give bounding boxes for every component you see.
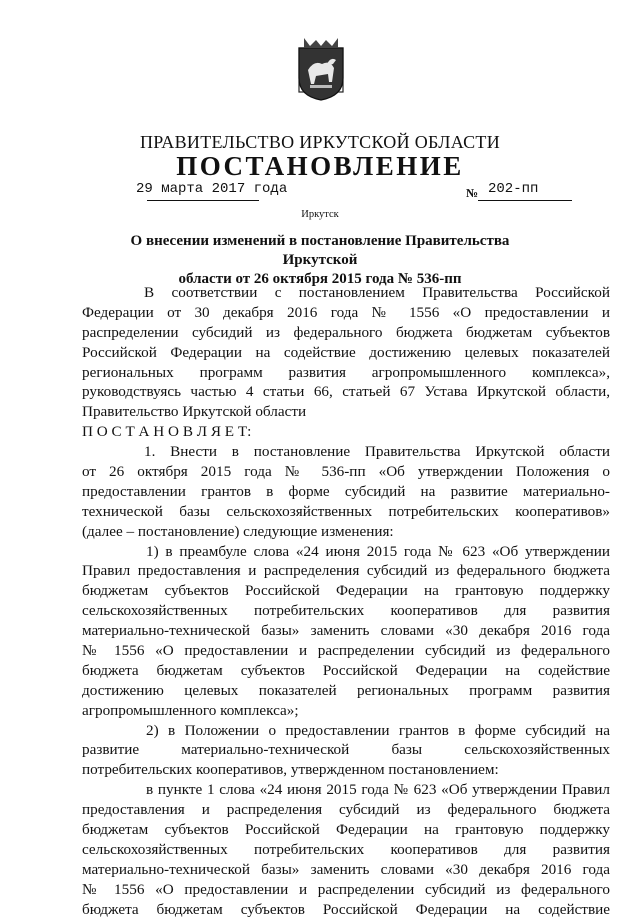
body-line: № 1556 «О предоставлении и распределении субсидий из федерального bbox=[82, 642, 610, 660]
city: Иркутск bbox=[301, 209, 339, 220]
body-line: предоставления и распределения субсидий из федерального бюджета bbox=[82, 801, 610, 819]
body-line: 1. Внести в постановление Правительства Иркутской области bbox=[144, 443, 610, 461]
decree-word: П О С Т А Н О В Л Я Е Т: bbox=[82, 423, 252, 441]
body-line: Правительство Иркутской области bbox=[82, 403, 307, 421]
heading-line: О внесении изменений в постановление Правительства Иркутской bbox=[130, 233, 510, 268]
body-line: сельскохозяйственных потребительских кооперативов для развития bbox=[82, 840, 610, 858]
body-line: руководствуясь частью 4 статьи 66, статьей 67 Устава Иркутской области, bbox=[82, 383, 610, 401]
body-line: бюджетам субъектов Российской Федерации на грантовую поддержку bbox=[82, 821, 610, 839]
body-line: бюджета бюджетам субъектов Российской Федерации на содействие bbox=[82, 900, 610, 918]
number-sign: № bbox=[466, 186, 479, 200]
body-line: региональных программ развития агропромышленного комплекса», bbox=[82, 363, 610, 381]
date-underline bbox=[147, 200, 259, 201]
body-line: материально-технической базы» заменить словами «30 декабря 2016 года bbox=[82, 860, 610, 878]
document-body bbox=[82, 283, 610, 920]
body-line: агропромышленного комплекса»; bbox=[82, 701, 299, 719]
body-line: 2) в Положении о предоставлении грантов в форме субсидий на bbox=[146, 721, 610, 739]
body-line: достижению целевых показателей региональных программ развития bbox=[82, 681, 610, 699]
body-line: материально-технической базы» заменить словами «30 декабря 2016 года bbox=[82, 622, 610, 640]
heading-line: области от 26 октября 2015 года № 536-пп bbox=[178, 271, 462, 287]
body-line: потребительских кооперативов, утвержденном постановлением: bbox=[82, 761, 499, 779]
body-line: распределении субсидий из федерального бюджета бюджетам субъектов bbox=[82, 323, 610, 341]
government-name: ПРАВИТЕЛЬСТВО ИРКУТСКОЙ ОБЛАСТИ bbox=[139, 132, 501, 152]
body-line: предоставлении грантов в форме субсидий на развитие материально- bbox=[82, 482, 610, 500]
body-line: 1) в преамбуле слова «24 июня 2015 года № 623 «Об утверждении bbox=[146, 542, 610, 560]
body-line: от 26 октября 2015 года № 536-пп «Об утверждении Положения о bbox=[82, 463, 610, 481]
body-line: в пункте 1 слова «24 июня 2015 года № 623 «Об утверждении Правил bbox=[146, 781, 610, 799]
coat-of-arms-icon bbox=[296, 38, 346, 102]
body-line: Федерации от 30 декабря 2016 года № 1556 «О предоставлении и bbox=[82, 303, 610, 321]
document-type: ПОСТАНОВЛЕНИЕ bbox=[176, 151, 464, 181]
body-line: № 1556 «О предоставлении и распределении субсидий из федерального bbox=[82, 880, 610, 898]
document-date: 29 марта 2017 года bbox=[136, 181, 288, 197]
document-number: 202-пп bbox=[488, 181, 539, 197]
body-line: Правил предоставления и распределения субсидий из федерального бюджета bbox=[82, 562, 610, 580]
body-line: развитие материально-технической базы сельскохозяйственных bbox=[82, 741, 610, 759]
body-line: технической базы сельскохозяйственных потребительских кооперативов» bbox=[82, 502, 610, 520]
body-line: (далее – постановление) следующие изменения: bbox=[82, 522, 394, 540]
body-line: Российской Федерации на содействие достижению целевых показателей bbox=[82, 343, 610, 361]
body-line: бюджетам субъектов Российской Федерации на грантовую поддержку bbox=[82, 582, 610, 600]
body-line: В соответствии с постановлением Правительства Российской bbox=[144, 284, 610, 301]
body-line: бюджета бюджетам субъектов Российской Федерации на содействие bbox=[82, 661, 610, 679]
document-heading bbox=[130, 232, 510, 289]
number-underline bbox=[478, 200, 572, 201]
body-line: сельскохозяйственных потребительских кооперативов для развития bbox=[82, 602, 610, 620]
